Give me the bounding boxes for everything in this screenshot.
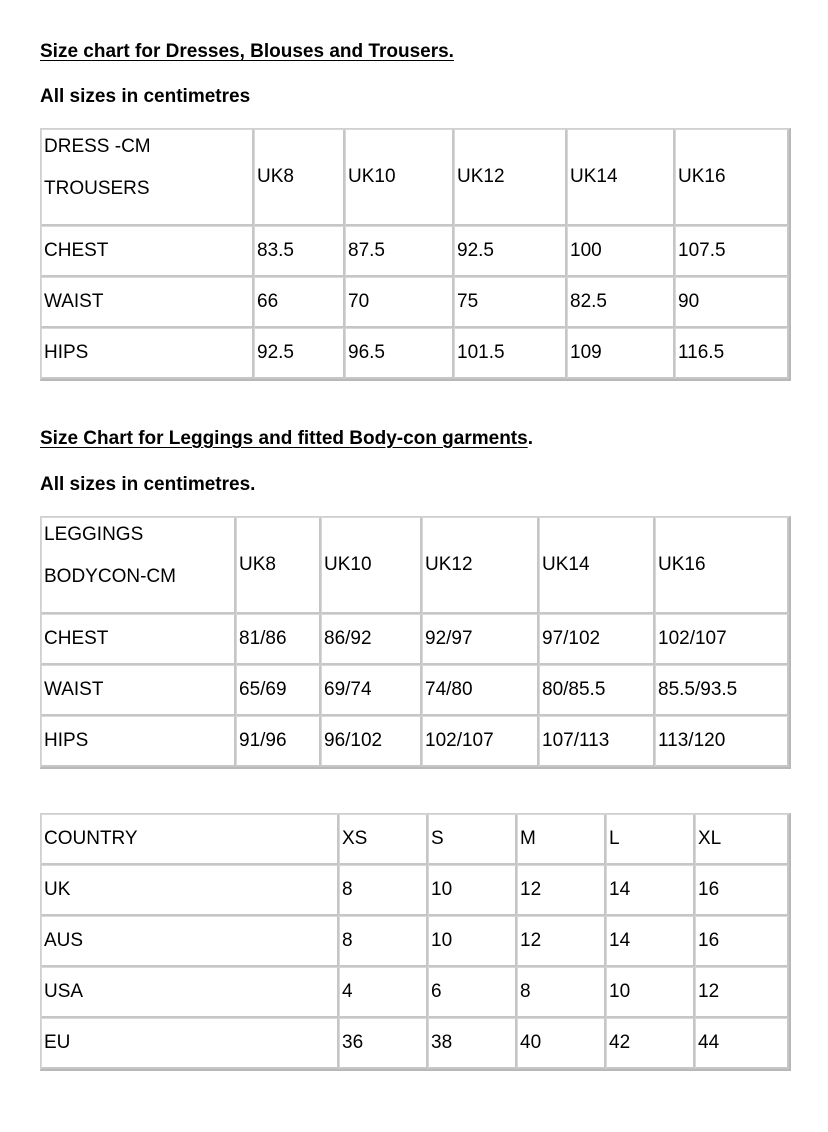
table-cell: 75 bbox=[454, 277, 567, 328]
table-row bbox=[41, 967, 789, 1018]
table-cell: 70 bbox=[345, 277, 454, 328]
table-cell: 10 bbox=[606, 967, 695, 1018]
row-label: WAIST bbox=[41, 277, 254, 328]
table-cell: 66 bbox=[254, 277, 345, 328]
leggings-chart-subtitle: All sizes in centimetres. bbox=[40, 474, 256, 495]
table-cell: 90 bbox=[675, 277, 789, 328]
table-cell: 16 bbox=[695, 865, 789, 916]
table-cell: 92.5 bbox=[454, 226, 567, 277]
table-cell: 87.5 bbox=[345, 226, 454, 277]
table-header-row bbox=[41, 814, 789, 865]
table-row bbox=[41, 1018, 789, 1069]
table-row bbox=[41, 277, 789, 328]
header-label-cell: COUNTRY bbox=[41, 814, 339, 865]
table-cell: 4 bbox=[339, 967, 428, 1018]
table-header-row bbox=[41, 517, 789, 614]
table-cell: 65/69 bbox=[236, 665, 321, 716]
table-cell: 96/102 bbox=[321, 716, 422, 767]
dresses-chart-title: Size chart for Dresses, Blouses and Trousers. bbox=[40, 41, 454, 62]
table-cell: 83.5 bbox=[254, 226, 345, 277]
table-cell: 14 bbox=[606, 865, 695, 916]
column-header: UK14 bbox=[539, 517, 655, 614]
header-label-line1: LEGGINGS bbox=[44, 524, 144, 545]
table-row bbox=[41, 226, 789, 277]
table-cell: 14 bbox=[606, 916, 695, 967]
row-label: AUS bbox=[41, 916, 339, 967]
header-label-cell bbox=[41, 517, 236, 614]
column-header: UK14 bbox=[567, 129, 675, 226]
header-label-cell bbox=[41, 129, 254, 226]
row-label: HIPS bbox=[41, 328, 254, 379]
table-cell: 10 bbox=[428, 865, 517, 916]
column-header: UK8 bbox=[254, 129, 345, 226]
column-header: UK10 bbox=[345, 129, 454, 226]
table-row bbox=[41, 665, 789, 716]
table-cell: 107/113 bbox=[539, 716, 655, 767]
column-header: L bbox=[606, 814, 695, 865]
row-label: UK bbox=[41, 865, 339, 916]
column-header: UK10 bbox=[321, 517, 422, 614]
table-cell: 8 bbox=[339, 865, 428, 916]
table-cell: 8 bbox=[339, 916, 428, 967]
table-cell: 85.5/93.5 bbox=[655, 665, 789, 716]
header-label-line2: TROUSERS bbox=[44, 178, 150, 199]
table-row bbox=[41, 916, 789, 967]
column-header: UK8 bbox=[236, 517, 321, 614]
table-cell: 74/80 bbox=[422, 665, 539, 716]
table-cell: 116.5 bbox=[675, 328, 789, 379]
table-header-row bbox=[41, 129, 789, 226]
leggings-chart-title-suffix: . bbox=[527, 428, 533, 449]
table-cell: 102/107 bbox=[422, 716, 539, 767]
table-row bbox=[41, 716, 789, 767]
table-row bbox=[41, 328, 789, 379]
table-cell: 81/86 bbox=[236, 614, 321, 665]
table-row bbox=[41, 614, 789, 665]
table-cell: 10 bbox=[428, 916, 517, 967]
table-cell: 101.5 bbox=[454, 328, 567, 379]
table-cell: 69/74 bbox=[321, 665, 422, 716]
column-header: XL bbox=[695, 814, 789, 865]
column-header: M bbox=[517, 814, 606, 865]
table-cell: 96.5 bbox=[345, 328, 454, 379]
row-label: CHEST bbox=[41, 226, 254, 277]
table-cell: 80/85.5 bbox=[539, 665, 655, 716]
table-cell: 113/120 bbox=[655, 716, 789, 767]
table-cell: 12 bbox=[517, 865, 606, 916]
table-row bbox=[41, 865, 789, 916]
table-cell: 86/92 bbox=[321, 614, 422, 665]
table-cell: 8 bbox=[517, 967, 606, 1018]
column-header: UK16 bbox=[675, 129, 789, 226]
header-label-line2: BODYCON-CM bbox=[44, 566, 176, 587]
table-cell: 82.5 bbox=[567, 277, 675, 328]
column-header: XS bbox=[339, 814, 428, 865]
row-label: USA bbox=[41, 967, 339, 1018]
country-size-conversion-table bbox=[40, 813, 791, 1071]
leggings-chart-title-wrap bbox=[40, 428, 533, 450]
table-cell: 42 bbox=[606, 1018, 695, 1069]
row-label: HIPS bbox=[41, 716, 236, 767]
table-cell: 109 bbox=[567, 328, 675, 379]
table-cell: 92/97 bbox=[422, 614, 539, 665]
table-cell: 12 bbox=[695, 967, 789, 1018]
table-cell: 36 bbox=[339, 1018, 428, 1069]
table-cell: 6 bbox=[428, 967, 517, 1018]
table-cell: 16 bbox=[695, 916, 789, 967]
row-label: EU bbox=[41, 1018, 339, 1069]
table-cell: 12 bbox=[517, 916, 606, 967]
table-cell: 38 bbox=[428, 1018, 517, 1069]
dresses-size-table bbox=[40, 128, 791, 381]
leggings-size-table bbox=[40, 516, 791, 769]
table-cell: 40 bbox=[517, 1018, 606, 1069]
table-cell: 102/107 bbox=[655, 614, 789, 665]
leggings-chart-title: Size Chart for Leggings and fitted Body-con garments bbox=[40, 428, 528, 449]
column-header: UK12 bbox=[454, 129, 567, 226]
row-label: CHEST bbox=[41, 614, 236, 665]
table-cell: 97/102 bbox=[539, 614, 655, 665]
column-header: S bbox=[428, 814, 517, 865]
dresses-chart-subtitle: All sizes in centimetres bbox=[40, 86, 251, 107]
row-label: WAIST bbox=[41, 665, 236, 716]
table-cell: 92.5 bbox=[254, 328, 345, 379]
table-cell: 91/96 bbox=[236, 716, 321, 767]
table-cell: 100 bbox=[567, 226, 675, 277]
column-header: UK12 bbox=[422, 517, 539, 614]
column-header: UK16 bbox=[655, 517, 789, 614]
header-label-line1: DRESS -CM bbox=[44, 136, 151, 157]
table-cell: 107.5 bbox=[675, 226, 789, 277]
table-cell: 44 bbox=[695, 1018, 789, 1069]
